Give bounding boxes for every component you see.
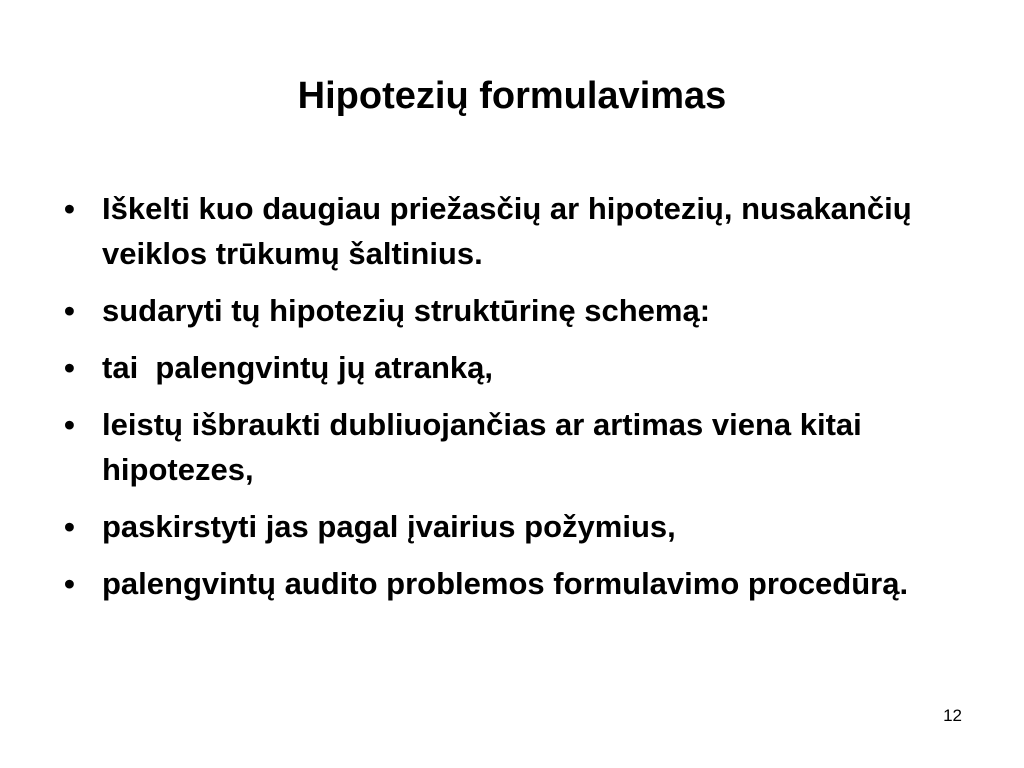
bullet-text: paskirstyti jas pagal įvairius požymius,: [102, 509, 676, 544]
bullet-item: [60, 504, 960, 549]
page-number: 12: [943, 706, 962, 725]
bullet-item: [60, 561, 960, 606]
bullet-item: [60, 186, 960, 276]
bullet-text: Iškelti kuo daugiau priežasčių ar hipotezių, nusakančių veiklos trūkumų šaltinius.: [102, 191, 912, 271]
bullet-text: palengvintų audito problemos formulavimo procedūrą.: [102, 566, 909, 601]
bullet-text: sudaryti tų hipotezių struktūrinę schemą:: [102, 293, 711, 328]
bullet-item: [60, 345, 960, 390]
bullet-icon: •: [64, 566, 75, 601]
bullet-icon: •: [64, 191, 75, 226]
bullet-list: [60, 186, 960, 618]
bullet-icon: •: [64, 407, 75, 442]
bullet-text: leistų išbraukti dubliuojančias ar artimas viena kitai hipotezes,: [102, 407, 862, 487]
bullet-item: [60, 402, 960, 492]
bullet-icon: •: [64, 350, 75, 385]
bullet-text: tai palengvintų jų atranką,: [102, 350, 494, 385]
bullet-item: [60, 288, 960, 333]
slide-title: Hipotezių formulavimas: [297, 75, 727, 117]
bullet-icon: •: [64, 509, 75, 544]
bullet-icon: •: [64, 293, 75, 328]
